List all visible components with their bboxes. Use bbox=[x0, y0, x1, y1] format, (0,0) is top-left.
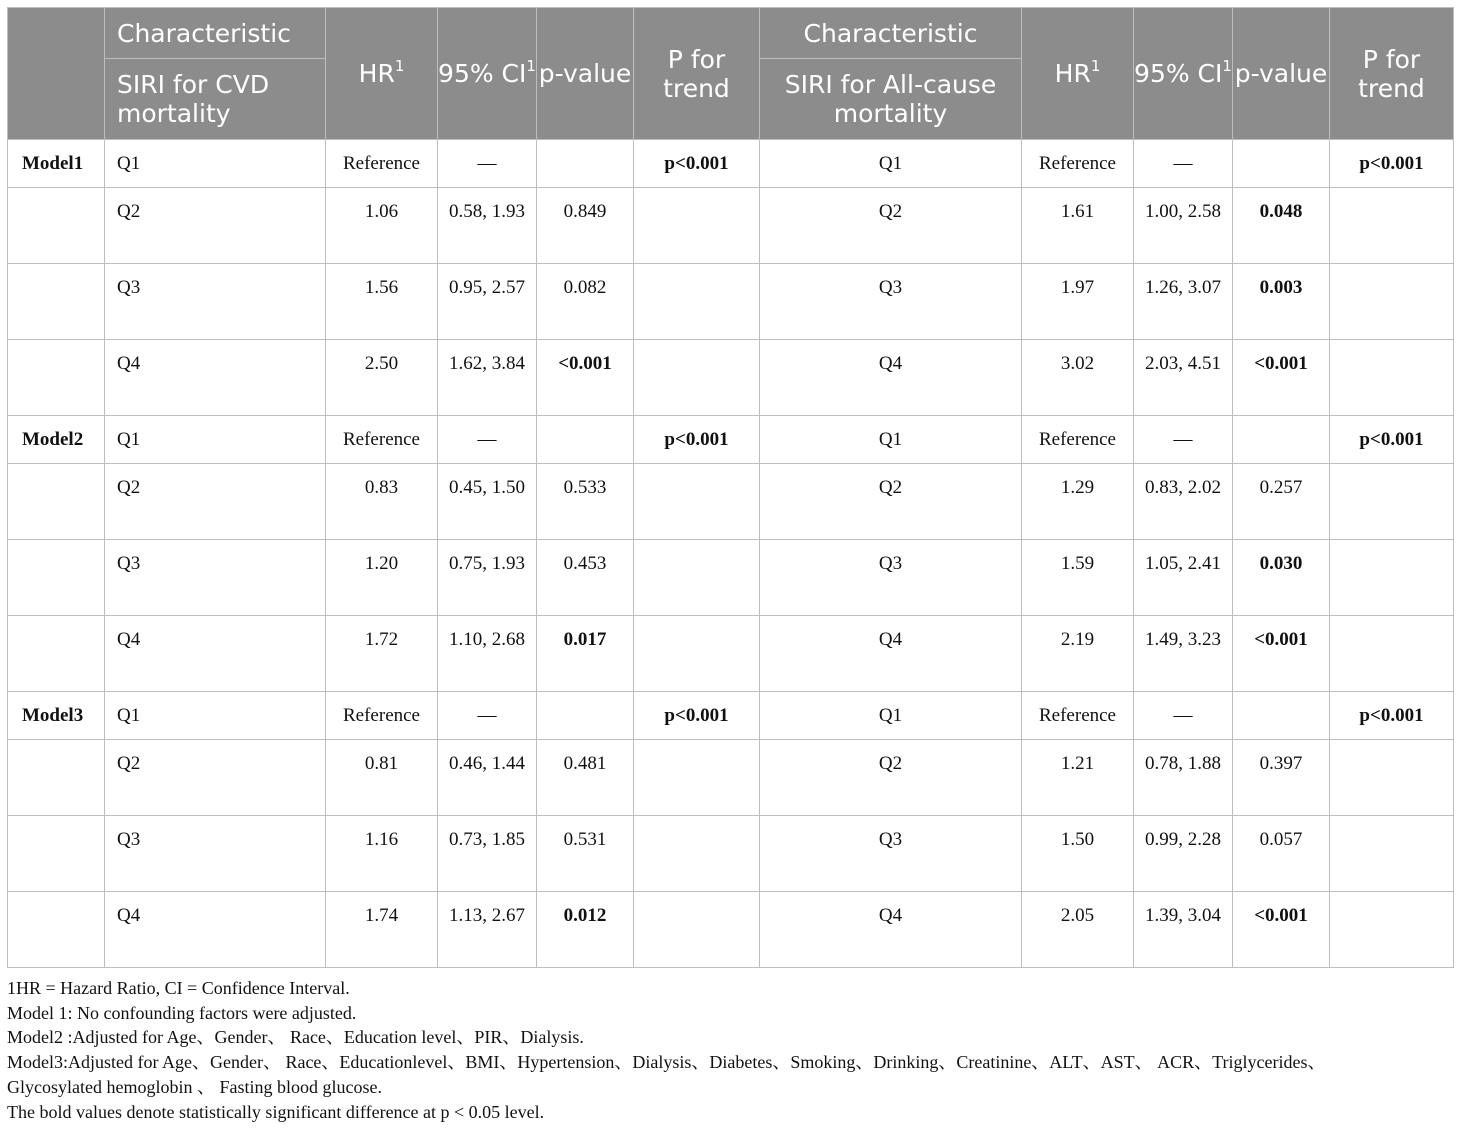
ptrend-cell-right: p<0.001 bbox=[1330, 416, 1454, 464]
ptrend-cell-left bbox=[634, 340, 760, 416]
hr-cell-right: Reference bbox=[1022, 140, 1134, 188]
header-pvalue-left: p-value bbox=[537, 8, 634, 140]
quartile-cell-left: Q3 bbox=[105, 816, 326, 892]
model-cell bbox=[8, 740, 105, 816]
quartile-cell-right: Q2 bbox=[760, 740, 1022, 816]
header-characteristic-right: Characteristic bbox=[760, 8, 1022, 59]
ci-cell-left: 0.75, 1.93 bbox=[438, 540, 537, 616]
model-cell: Model1 bbox=[8, 140, 105, 188]
pvalue-cell-right: 0.397 bbox=[1233, 740, 1330, 816]
quartile-cell-left: Q2 bbox=[105, 188, 326, 264]
header-hr-right: $HR^1$ bbox=[1022, 8, 1134, 140]
hr-cell-right: 3.02 bbox=[1022, 340, 1134, 416]
hr-cell-right: 1.29 bbox=[1022, 464, 1134, 540]
footnote-line: The bold values denote statistically significant difference at p < 0.05 level. bbox=[7, 1101, 545, 1122]
ptrend-cell-left bbox=[634, 740, 760, 816]
pvalue-cell-left bbox=[537, 140, 634, 188]
table-row bbox=[8, 264, 1454, 340]
quartile-cell-right: Q2 bbox=[760, 464, 1022, 540]
quartile-cell-right: Q3 bbox=[760, 264, 1022, 340]
hr-cell-left: 1.72 bbox=[326, 616, 438, 692]
pvalue-cell-left: 0.849 bbox=[537, 188, 634, 264]
table-body bbox=[8, 140, 1454, 968]
ptrend-cell-right bbox=[1330, 616, 1454, 692]
model-cell bbox=[8, 616, 105, 692]
results-table-figure bbox=[7, 7, 1453, 1124]
pvalue-cell-left: 0.531 bbox=[537, 816, 634, 892]
ptrend-cell-left bbox=[634, 188, 760, 264]
hr-cell-left: 2.50 bbox=[326, 340, 438, 416]
quartile-cell-right: Q3 bbox=[760, 540, 1022, 616]
table-row bbox=[8, 464, 1454, 540]
ci-cell-right: — bbox=[1134, 416, 1233, 464]
ptrend-cell-left: p<0.001 bbox=[634, 416, 760, 464]
ptrend-cell-right bbox=[1330, 540, 1454, 616]
model-cell: Model3 bbox=[8, 692, 105, 740]
quartile-cell-right: Q4 bbox=[760, 892, 1022, 968]
quartile-cell-right: Q1 bbox=[760, 692, 1022, 740]
hr-cell-left: 1.20 bbox=[326, 540, 438, 616]
hr-cell-right: Reference bbox=[1022, 416, 1134, 464]
pvalue-cell-right: 0.003 bbox=[1233, 264, 1330, 340]
model-cell bbox=[8, 340, 105, 416]
quartile-cell-left: Q1 bbox=[105, 416, 326, 464]
hr-cell-right: 1.97 bbox=[1022, 264, 1134, 340]
ci-cell-right: 1.00, 2.58 bbox=[1134, 188, 1233, 264]
table-row bbox=[8, 188, 1454, 264]
model-cell bbox=[8, 540, 105, 616]
header-ptrend-left: P for trend bbox=[634, 8, 760, 140]
ci-cell-right: 0.83, 2.02 bbox=[1134, 464, 1233, 540]
ci-cell-right: 1.49, 3.23 bbox=[1134, 616, 1233, 692]
header-characteristic-left: Characteristic bbox=[105, 8, 326, 59]
pvalue-cell-left: 0.082 bbox=[537, 264, 634, 340]
ci-cell-left: 0.45, 1.50 bbox=[438, 464, 537, 540]
ptrend-cell-right: p<0.001 bbox=[1330, 140, 1454, 188]
ptrend-cell-left bbox=[634, 464, 760, 540]
ci-cell-left: — bbox=[438, 692, 537, 740]
table-row bbox=[8, 416, 1454, 464]
header-ci-left: 95% $CI^1$ bbox=[438, 8, 537, 140]
table-footnotes bbox=[7, 976, 1453, 1124]
hr-cell-left: 1.56 bbox=[326, 264, 438, 340]
pvalue-cell-right: <0.001 bbox=[1233, 616, 1330, 692]
ci-cell-right: 1.26, 3.07 bbox=[1134, 264, 1233, 340]
hr-cell-left: 0.83 bbox=[326, 464, 438, 540]
ptrend-cell-left: p<0.001 bbox=[634, 140, 760, 188]
ptrend-cell-right bbox=[1330, 816, 1454, 892]
ci-cell-left: 0.46, 1.44 bbox=[438, 740, 537, 816]
hr-cell-left: 1.16 bbox=[326, 816, 438, 892]
header-ptrend-right: P for trend bbox=[1330, 8, 1454, 140]
footnote-line: Model3:Adjusted for Age、Gender、 Race、Educationlevel、BMI、Hypertension、Dialysis、Diabetes、Smoking、Drinking、Creatinine、ALT、AST、 ACR、Triglycerides、 bbox=[7, 1052, 1326, 1073]
ci-cell-right: 2.03, 4.51 bbox=[1134, 340, 1233, 416]
quartile-cell-left: Q4 bbox=[105, 616, 326, 692]
pvalue-cell-left: 0.017 bbox=[537, 616, 634, 692]
ci-cell-right: 1.39, 3.04 bbox=[1134, 892, 1233, 968]
table-row bbox=[8, 340, 1454, 416]
pvalue-cell-left: 0.012 bbox=[537, 892, 634, 968]
model-cell: Model2 bbox=[8, 416, 105, 464]
ptrend-cell-right bbox=[1330, 740, 1454, 816]
pvalue-cell-right bbox=[1233, 692, 1330, 740]
ptrend-cell-right bbox=[1330, 340, 1454, 416]
quartile-cell-right: Q3 bbox=[760, 816, 1022, 892]
ci-cell-right: 0.99, 2.28 bbox=[1134, 816, 1233, 892]
ci-cell-right: 1.05, 2.41 bbox=[1134, 540, 1233, 616]
footnote-line: Glycosylated hemoglobin 、 Fasting blood glucose. bbox=[7, 1076, 382, 1097]
quartile-cell-right: Q1 bbox=[760, 140, 1022, 188]
hr-cell-left: 0.81 bbox=[326, 740, 438, 816]
pvalue-cell-right: <0.001 bbox=[1233, 892, 1330, 968]
ptrend-cell-left bbox=[634, 540, 760, 616]
table-row bbox=[8, 740, 1454, 816]
quartile-cell-left: Q4 bbox=[105, 892, 326, 968]
model-cell bbox=[8, 264, 105, 340]
hazard-ratio-table bbox=[7, 7, 1454, 968]
hr-cell-right: 2.05 bbox=[1022, 892, 1134, 968]
table-header bbox=[8, 8, 1454, 140]
ci-cell-right: — bbox=[1134, 140, 1233, 188]
hr-cell-right: 2.19 bbox=[1022, 616, 1134, 692]
pvalue-cell-right: 0.048 bbox=[1233, 188, 1330, 264]
pvalue-cell-right: 0.030 bbox=[1233, 540, 1330, 616]
ptrend-cell-left bbox=[634, 816, 760, 892]
ptrend-cell-right bbox=[1330, 892, 1454, 968]
hr-cell-left: Reference bbox=[326, 692, 438, 740]
ptrend-cell-left: p<0.001 bbox=[634, 692, 760, 740]
ptrend-cell-left bbox=[634, 264, 760, 340]
quartile-cell-left: Q2 bbox=[105, 740, 326, 816]
quartile-cell-right: Q4 bbox=[760, 616, 1022, 692]
table-row bbox=[8, 892, 1454, 968]
hr-cell-left: 1.74 bbox=[326, 892, 438, 968]
quartile-cell-right: Q2 bbox=[760, 188, 1022, 264]
ptrend-cell-right bbox=[1330, 464, 1454, 540]
ptrend-cell-right bbox=[1330, 264, 1454, 340]
table-row bbox=[8, 692, 1454, 740]
table-row bbox=[8, 540, 1454, 616]
hr-cell-right: 1.59 bbox=[1022, 540, 1134, 616]
pvalue-cell-right bbox=[1233, 140, 1330, 188]
ptrend-cell-right: p<0.001 bbox=[1330, 692, 1454, 740]
pvalue-cell-right: <0.001 bbox=[1233, 340, 1330, 416]
model-cell bbox=[8, 188, 105, 264]
header-model-blank bbox=[8, 8, 105, 140]
ci-cell-left: 0.58, 1.93 bbox=[438, 188, 537, 264]
ci-cell-right: — bbox=[1134, 692, 1233, 740]
ci-cell-left: 0.95, 2.57 bbox=[438, 264, 537, 340]
model-cell bbox=[8, 892, 105, 968]
pvalue-cell-left: <0.001 bbox=[537, 340, 634, 416]
ptrend-cell-left bbox=[634, 892, 760, 968]
table-row bbox=[8, 616, 1454, 692]
footnote-line: 1HR = Hazard Ratio, CI = Confidence Interval. bbox=[7, 978, 350, 998]
model-cell bbox=[8, 816, 105, 892]
quartile-cell-right: Q4 bbox=[760, 340, 1022, 416]
hr-cell-right: 1.21 bbox=[1022, 740, 1134, 816]
header-group-cvd: SIRI for CVD mortality bbox=[105, 59, 326, 140]
pvalue-cell-left: 0.481 bbox=[537, 740, 634, 816]
quartile-cell-left: Q1 bbox=[105, 140, 326, 188]
ci-cell-left: 1.10, 2.68 bbox=[438, 616, 537, 692]
pvalue-cell-left: 0.453 bbox=[537, 540, 634, 616]
header-pvalue-right: p-value bbox=[1233, 8, 1330, 140]
ptrend-cell-right bbox=[1330, 188, 1454, 264]
quartile-cell-left: Q3 bbox=[105, 264, 326, 340]
header-hr-left: $HR^1$ bbox=[326, 8, 438, 140]
pvalue-cell-left bbox=[537, 416, 634, 464]
header-ci-right: 95% $CI^1$ bbox=[1134, 8, 1233, 140]
ci-cell-right: 0.78, 1.88 bbox=[1134, 740, 1233, 816]
hr-cell-left: Reference bbox=[326, 416, 438, 464]
ptrend-cell-left bbox=[634, 616, 760, 692]
table-row bbox=[8, 140, 1454, 188]
ci-cell-left: 1.62, 3.84 bbox=[438, 340, 537, 416]
hr-cell-left: 1.06 bbox=[326, 188, 438, 264]
pvalue-cell-right: 0.057 bbox=[1233, 816, 1330, 892]
ci-cell-left: — bbox=[438, 140, 537, 188]
pvalue-cell-right bbox=[1233, 416, 1330, 464]
table-row bbox=[8, 816, 1454, 892]
quartile-cell-right: Q1 bbox=[760, 416, 1022, 464]
footnote-line: Model 1: No confounding factors were adjusted. bbox=[7, 1002, 357, 1023]
hr-cell-right: 1.61 bbox=[1022, 188, 1134, 264]
hr-cell-right: Reference bbox=[1022, 692, 1134, 740]
quartile-cell-left: Q3 bbox=[105, 540, 326, 616]
ci-cell-left: — bbox=[438, 416, 537, 464]
pvalue-cell-left bbox=[537, 692, 634, 740]
pvalue-cell-left: 0.533 bbox=[537, 464, 634, 540]
model-cell bbox=[8, 464, 105, 540]
quartile-cell-left: Q4 bbox=[105, 340, 326, 416]
pvalue-cell-right: 0.257 bbox=[1233, 464, 1330, 540]
ci-cell-left: 1.13, 2.67 bbox=[438, 892, 537, 968]
footnote-line: Model2 :Adjusted for Age、Gender、 Race、Education level、PIR、Dialysis. bbox=[7, 1027, 584, 1048]
quartile-cell-left: Q2 bbox=[105, 464, 326, 540]
hr-cell-right: 1.50 bbox=[1022, 816, 1134, 892]
hr-cell-left: Reference bbox=[326, 140, 438, 188]
header-group-allcause: SIRI for All-cause mortality bbox=[760, 59, 1022, 140]
quartile-cell-left: Q1 bbox=[105, 692, 326, 740]
ci-cell-left: 0.73, 1.85 bbox=[438, 816, 537, 892]
